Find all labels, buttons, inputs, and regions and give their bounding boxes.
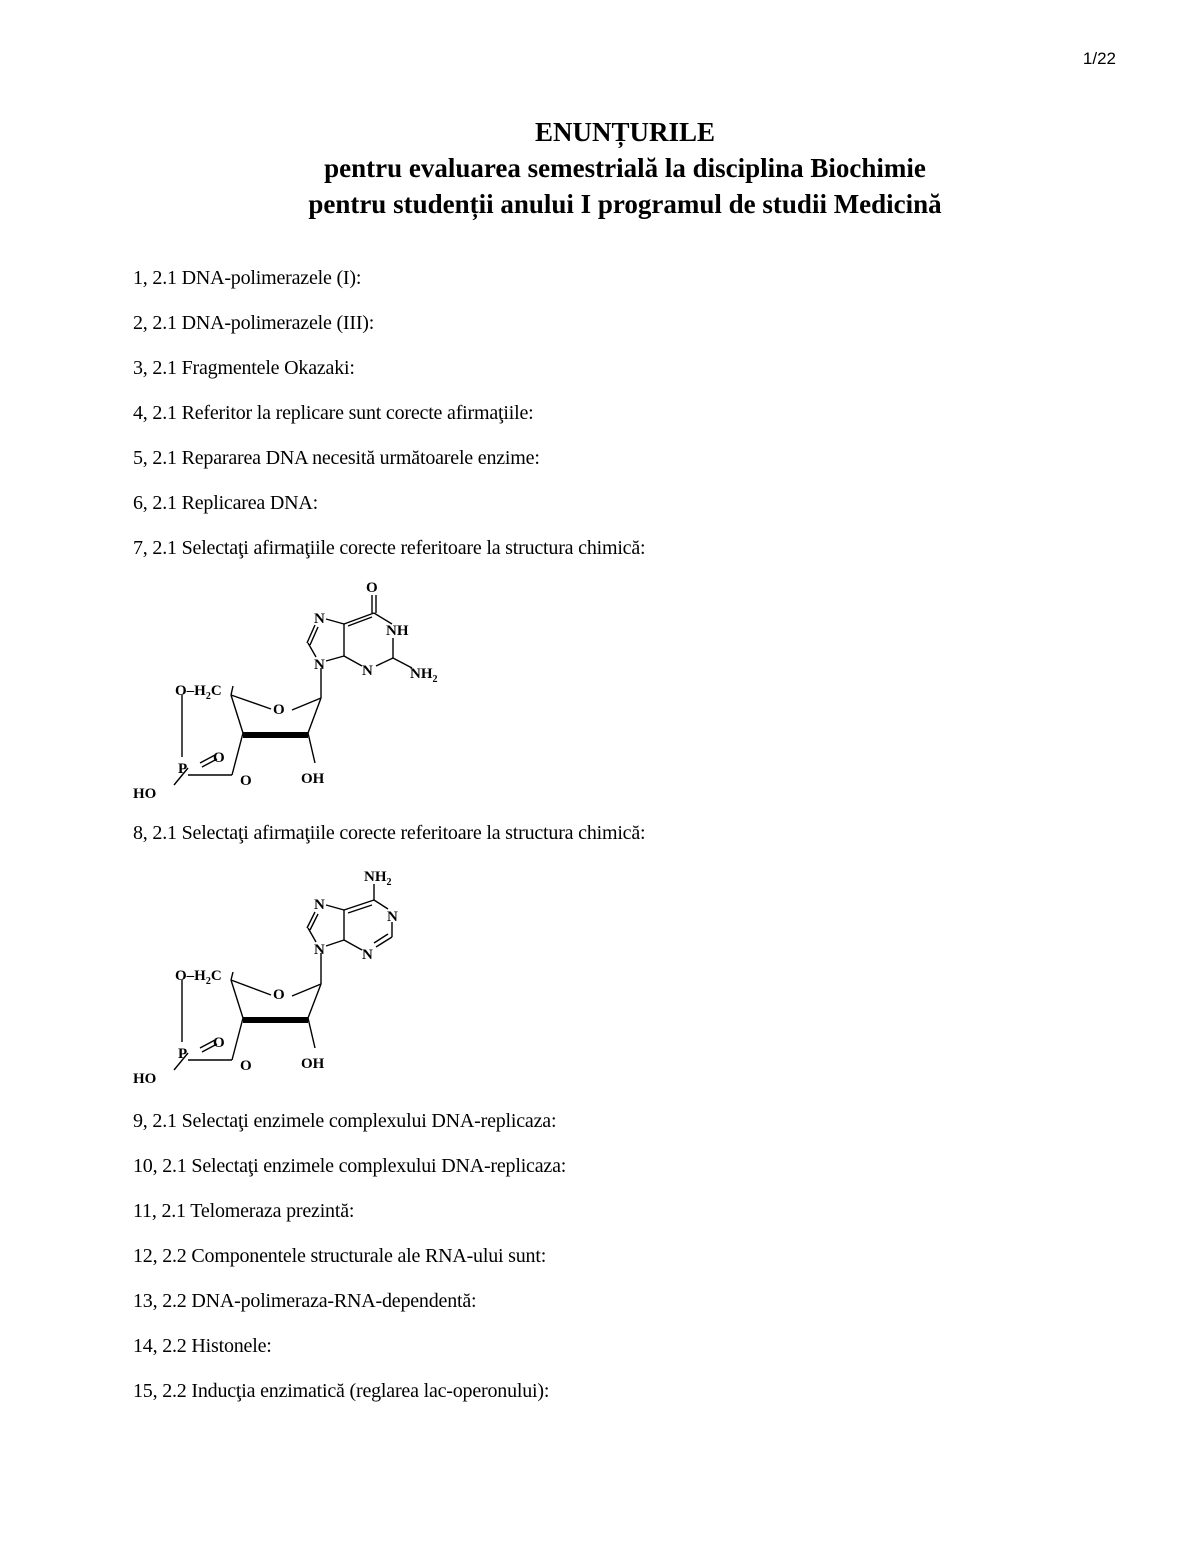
question-2: 2, 2.1 DNA-polimerazele (III): [133, 312, 375, 334]
question-4: 4, 2.1 Referitor la replicare sunt corecte afirmaţiile: [133, 402, 534, 424]
camp-o3: O [240, 1058, 252, 1074]
cgmp-ring-o: O [273, 702, 285, 718]
question-14: 14, 2.2 Histonele: [133, 1335, 272, 1357]
title-line-1: ENUNȚURILE [534, 117, 716, 147]
question-12: 12, 2.2 Componentele structurale ale RNA-ului sunt: [133, 1245, 547, 1267]
camp-o-h2c: $O-H_2C$ [175, 968, 222, 987]
cgmp-o-top: O [366, 580, 378, 596]
question-6: 6, 2.1 Replicarea DNA: [133, 492, 318, 514]
camp-oh: OH [301, 1056, 325, 1072]
question-15: 15, 2.2 Inducţia enzimatică (reglarea lac-operonului): [133, 1380, 550, 1402]
camp-ho: HO [133, 1071, 157, 1087]
cgmp-o3: O [240, 773, 252, 789]
cgmp-ho: HO [133, 786, 157, 802]
document-title [0, 114, 1200, 222]
title-line-3: pentru studenții anului I programul de studii Medicină [308, 189, 942, 219]
camp-p-o: O [213, 1035, 225, 1051]
cgmp-n9: N [314, 657, 325, 673]
question-3: 3, 2.1 Fragmentele Okazaki: [133, 357, 355, 379]
cgmp-n3: N [362, 663, 373, 679]
camp-n3: N [362, 947, 373, 963]
question-10: 10, 2.1 Selectaţi enzimele complexului DNA-replicaza: [133, 1155, 567, 1177]
question-7: 7, 2.1 Selectaţi afirmaţiile corecte referitoare la structura chimică: [133, 537, 646, 559]
camp-structure [130, 862, 460, 1097]
title-line-2: pentru evaluarea semestrială la disciplina Biochimie [324, 153, 926, 183]
question-13: 13, 2.2 DNA-polimeraza-RNA-dependentă: [133, 1290, 477, 1312]
camp-ring-o: O [273, 987, 285, 1003]
page-number: 1/22 [1082, 49, 1116, 68]
cgmp-nh2: $NH_2$ [410, 666, 438, 685]
cgmp-nh: NH [386, 623, 409, 639]
cgmp-n7: N [314, 611, 325, 627]
cgmp-oh: OH [301, 771, 325, 787]
question-1: 1, 2.1 DNA-polimerazele (I): [133, 267, 362, 289]
camp-n1: N [387, 909, 398, 925]
camp-n7: N [314, 897, 325, 913]
cgmp-p-o: O [213, 750, 225, 766]
camp-p: P [178, 1046, 188, 1062]
question-5: 5, 2.1 Repararea DNA necesită următoarele enzime: [133, 447, 540, 469]
cgmp-p: P [178, 761, 188, 777]
cgmp-o-h2c: $O-H_2C$ [175, 683, 222, 702]
question-9: 9, 2.1 Selectaţi enzimele complexului DNA-replicaza: [133, 1110, 557, 1132]
question-11: 11, 2.1 Telomeraza prezintă: [133, 1200, 355, 1222]
camp-nh2: $NH_2$ [364, 869, 392, 888]
cgmp-structure [130, 575, 460, 815]
question-8: 8, 2.1 Selectaţi afirmaţiile corecte referitoare la structura chimică: [133, 822, 646, 844]
camp-n9: N [314, 942, 325, 958]
